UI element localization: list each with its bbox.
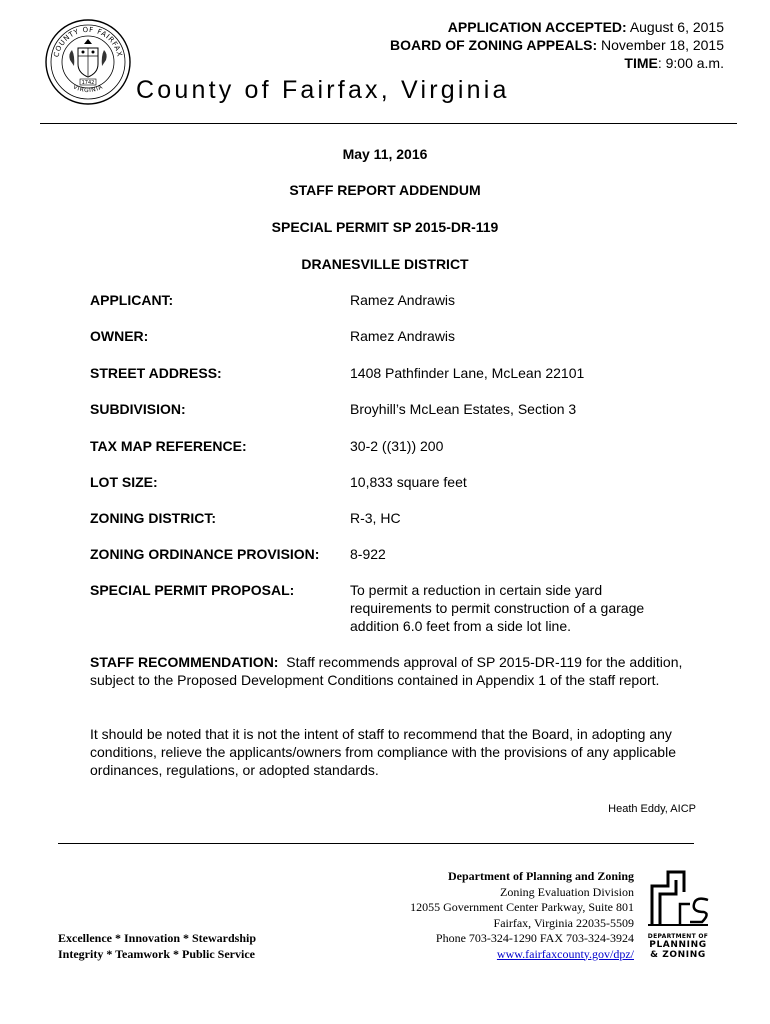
footer-divider [58,843,694,844]
county-seal [44,18,132,106]
building-icon [646,864,710,928]
district-name: DRANESVILLE DISTRICT [301,256,469,272]
report-title: STAFF REPORT ADDENDUM [289,182,481,198]
division-name: Zoning Evaluation Division [500,884,634,899]
tax-map-reference-value: 30-2 ((31)) 200 [350,438,444,454]
street-address-value: 1408 Pathfinder Lane, McLean 22101 [350,365,585,381]
department-website-link[interactable]: www.fairfaxcounty.gov/dpz/ [496,946,634,961]
lot-size-label: LOT SIZE: [90,474,158,490]
applicant-value: Ramez Andrawis [350,292,456,308]
special-permit-proposal-label: SPECIAL PERMIT PROPOSAL: [90,582,295,598]
report-date: May 11, 2016 [342,146,428,162]
lot-size-value: 10,833 square feet [350,474,467,490]
motto-line-2: Integrity * Teamwork * Public Service [58,947,255,961]
department-address-block [410,869,634,962]
department-name: Department of Planning and Zoning [447,869,634,883]
special-permit-number: SPECIAL PERMIT SP 2015-DR-119 [271,219,499,235]
special-permit-proposal-value: To permit a reduction in certain side yard requirements to permit construction of a garage addition 6.0 feet from a side lot line. [350,582,645,634]
county-title: County of Fairfax, Virginia [136,76,510,104]
tax-map-reference-label: TAX MAP REFERENCE: [90,438,247,454]
application-accepted-label: APPLICATION ACCEPTED: [447,19,627,35]
hearing-time-value: : 9:00 a.m. [657,55,724,71]
logo-dept-of: DEPARTMENT OF [647,933,709,940]
board-of-zoning-appeals-value: November 18, 2015 [601,37,724,53]
staff-recommendation-text: Staff recommends approval of SP 2015-DR-119 for the addition, subject to the Proposed Development Conditions contained in Appendix 1 of the staff report. [90,654,683,688]
staff-signature: Heath Eddy, AICP [608,803,696,815]
staff-recommendation [90,653,700,689]
staff-recommendation-label: STAFF RECOMMENDATION: [90,654,279,670]
zoning-district-label: ZONING DISTRICT: [90,510,216,526]
application-accepted-line [448,19,724,36]
street-address-label: STREET ADDRESS: [90,365,222,381]
logo-zoning: & ZONING [650,950,706,960]
subdivision-value: Broyhill’s McLean Estates, Section 3 [350,401,577,417]
seal-bottom-text: VIRGINIA [71,83,105,95]
owner-label: OWNER: [90,328,149,344]
dpz-logo [646,864,710,960]
zoning-ordinance-provision-value: 8-922 [350,546,386,562]
footer-motto [58,930,256,962]
motto-line-1: Excellence * Innovation * Stewardship [58,931,257,945]
zoning-ordinance-provision-label: ZONING ORDINANCE PROVISION: [90,546,320,562]
phone-fax: Phone 703-324-1290 FAX 703-324-3924 [435,931,634,945]
zoning-district-value: R-3, HC [350,510,401,526]
board-of-zoning-appeals-label: BOARD OF ZONING APPEALS: [389,37,598,53]
subdivision-label: SUBDIVISION: [90,401,186,417]
hearing-time-line [624,55,724,72]
address-line-2: Fairfax, Virginia 22035-5509 [493,915,634,930]
applicant-label: APPLICANT: [90,292,174,308]
disclaimer-note: It should be noted that it is not the intent of staff to recommend that the Board, in adopting any conditions, relieve the applicants/owners from compliance with the provisions of any applicable ordinances, regulations, or adopted standards. [90,726,676,778]
logo-planning: PLANNING [649,940,707,950]
header-divider [40,123,737,124]
seal-year: 1742 [81,80,95,86]
owner-value: Ramez Andrawis [350,328,456,344]
hearing-time-label: TIME [624,55,658,71]
application-accepted-value: August 6, 2015 [629,19,724,35]
board-of-zoning-appeals-line [390,37,724,54]
address-line-1: 12055 Government Center Parkway, Suite 801 [410,900,634,914]
seal-top-text: COUNTY OF FAIRFAX [52,25,124,58]
